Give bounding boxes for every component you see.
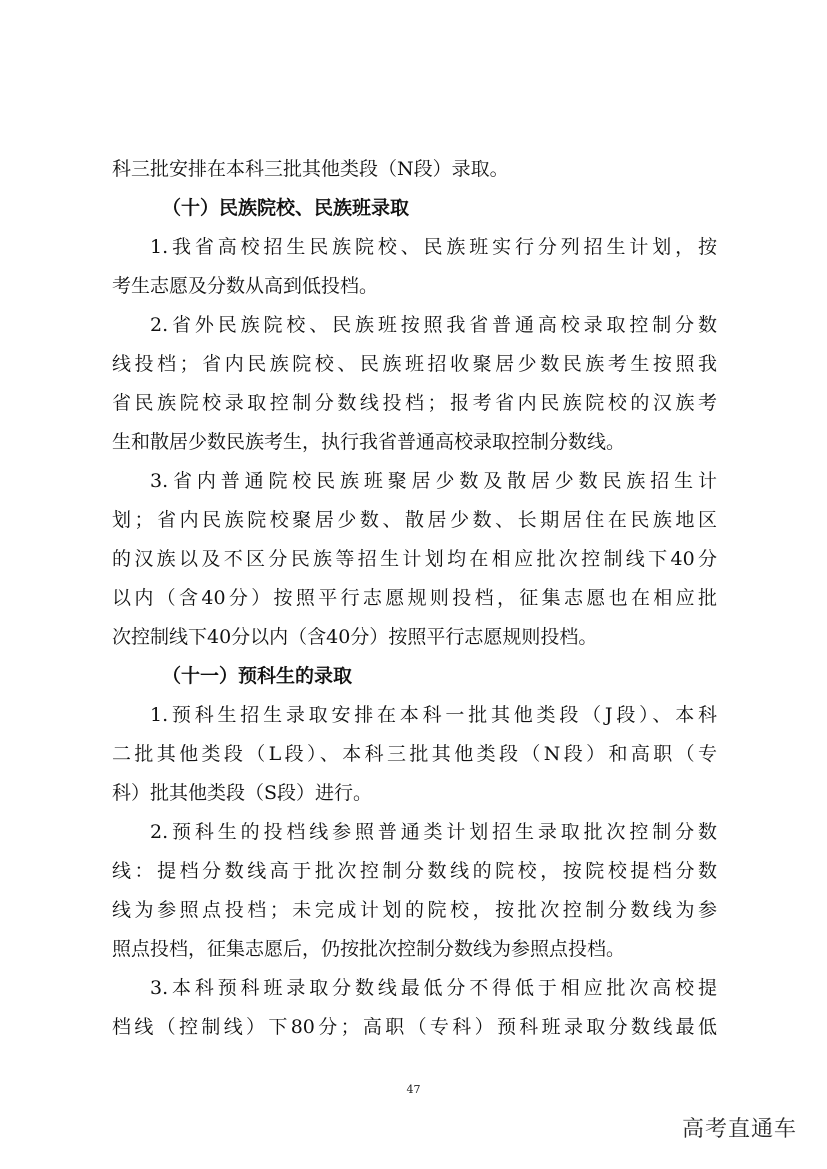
watermark: 高考直通车 — [681, 1117, 797, 1142]
text-line: 3.本科预科班录取分数线最低分不得低于相应批次高校提 — [150, 977, 717, 999]
text-line: 线为参照点投档；未完成计划的院校，按批次控制分数线为参 — [112, 899, 717, 921]
text-line: 划；省内民族院校聚居少数、散居少数、长期居住在民族地区 — [112, 509, 717, 531]
text-line: 以内（含40分）按照平行志愿规则投档，征集志愿也在相应批 — [112, 587, 717, 609]
text-line: 线投档；省内民族院校、民族班招收聚居少数民族考生按照我 — [112, 353, 717, 375]
text-line: 的汉族以及不区分民族等招生计划均在相应批次控制线下40分 — [112, 548, 717, 570]
text-line: 省民族院校录取控制分数线投档；报考省内民族院校的汉族考 — [112, 392, 717, 414]
section-heading: （十）民族院校、民族班录取 — [162, 197, 410, 219]
text-line: 考生志愿及分数从高到低投档。 — [112, 275, 379, 297]
text-line: 1.我省高校招生民族院校、民族班实行分列招生计划，按 — [150, 236, 717, 258]
text-line: 3.省内普通院校民族班聚居少数及散居少数民族招生计 — [150, 470, 717, 492]
text-line: 档线（控制线）下80分；高职（专科）预科班录取分数线最低 — [112, 1016, 717, 1038]
text-line: 1.预科生招生录取安排在本科一批其他类段（J段）、本科 — [150, 704, 717, 726]
text-line: 线：提档分数线高于批次控制分数线的院校，按院校提档分数 — [112, 860, 717, 882]
text-line: 二批其他类段（L段）、本科三批其他类段（N段）和高职（专 — [112, 743, 717, 765]
section-heading: （十一）预科生的录取 — [162, 665, 353, 687]
text-line: 照点投档，征集志愿后，仍按批次控制分数线为参照点投档。 — [112, 938, 626, 960]
document-body — [112, 150, 717, 1047]
text-line: 2.预科生的投档线参照普通类计划招生录取批次控制分数 — [150, 821, 717, 843]
text-line: 2.省外民族院校、民族班按照我省普通高校录取控制分数 — [150, 314, 717, 336]
text-line: 科）批其他类段（S段）进行。 — [112, 782, 373, 804]
page-number: 47 — [406, 1083, 421, 1096]
text-line: 次控制线下40分以内（含40分）按照平行志愿规则投档。 — [112, 626, 598, 648]
text-line: 科三批安排在本科三批其他类段（N段）录取。 — [112, 158, 509, 180]
text-line: 生和散居少数民族考生，执行我省普通高校录取控制分数线。 — [112, 431, 626, 453]
